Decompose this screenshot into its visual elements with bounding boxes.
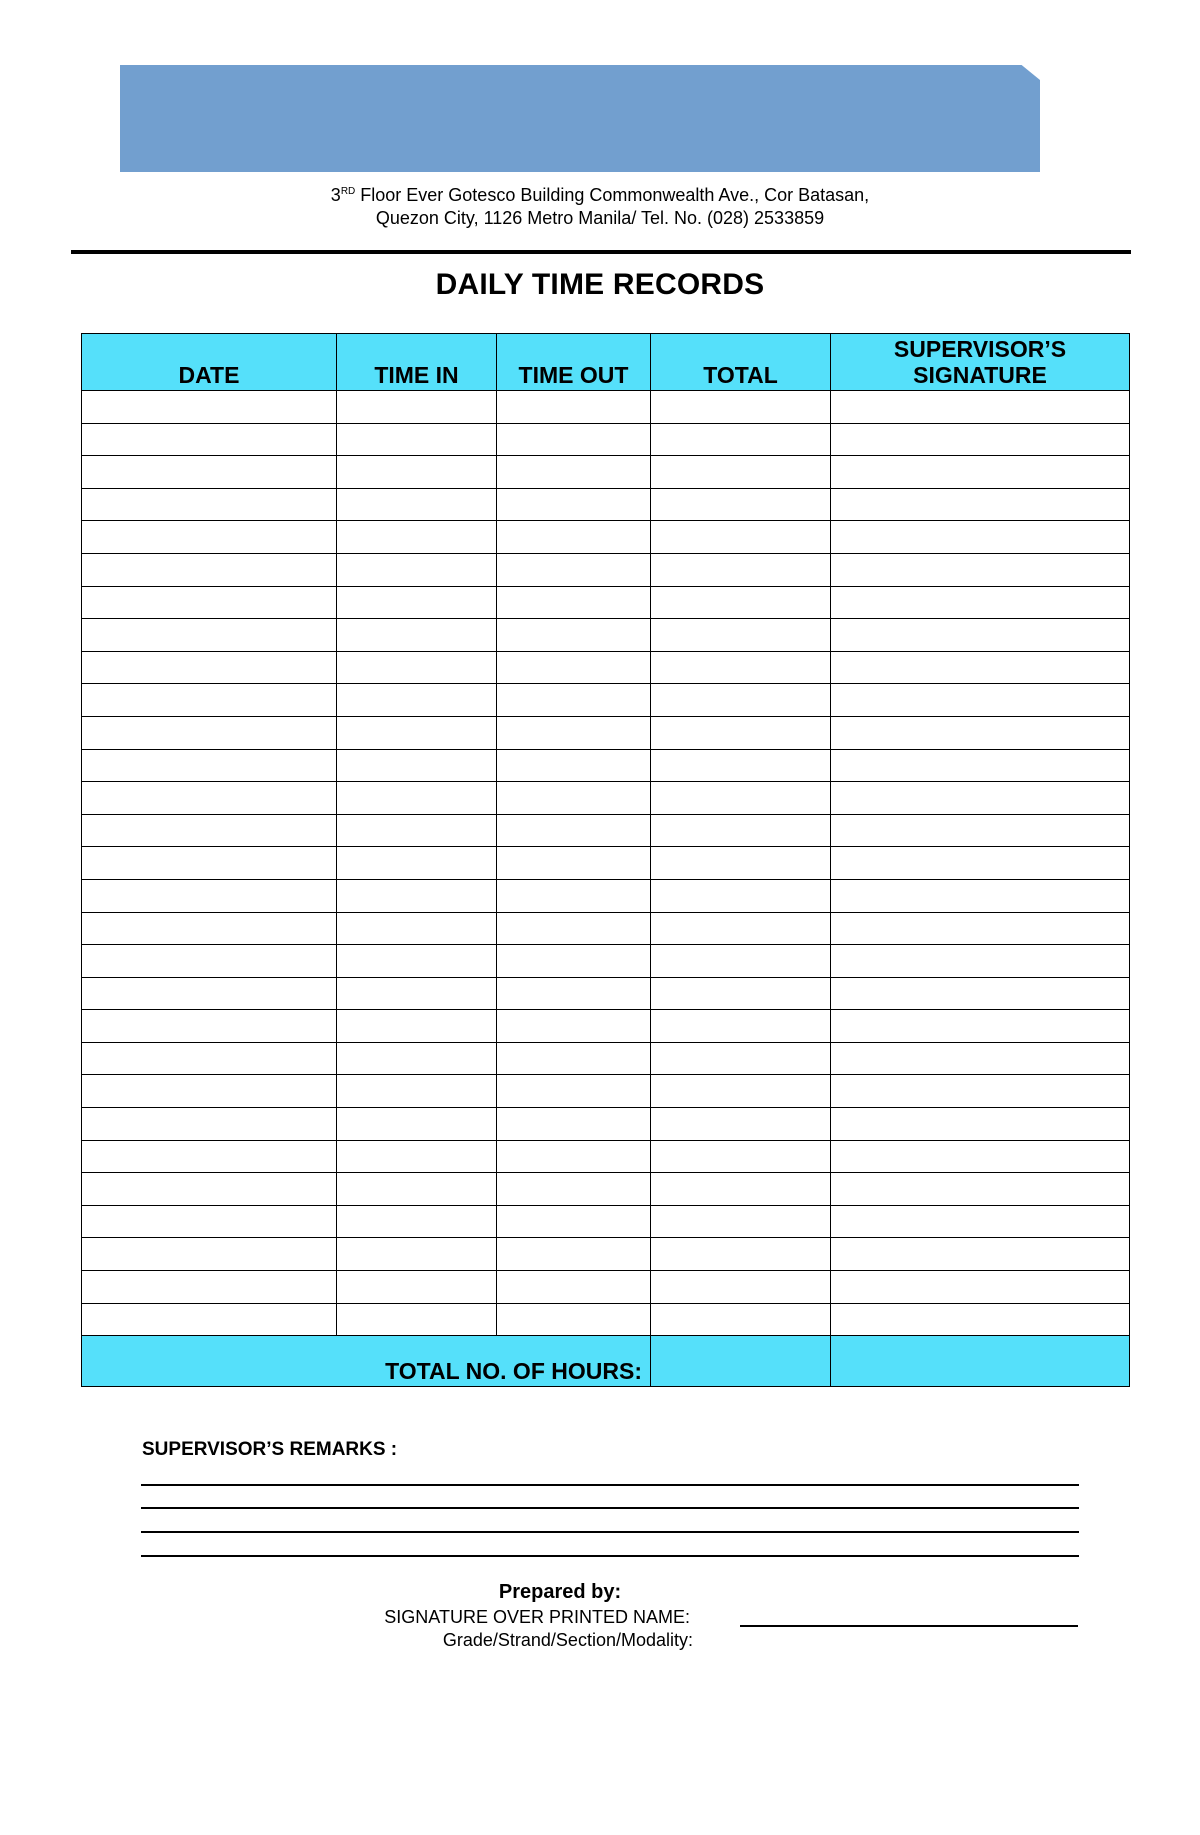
header-divider xyxy=(71,250,1131,254)
supervisor-signature-cell[interactable] xyxy=(831,586,1130,619)
total-cell[interactable] xyxy=(651,586,831,619)
time-out-cell[interactable] xyxy=(497,716,651,749)
column-header-supervisor-signature: SUPERVISOR’S SIGNATURE xyxy=(831,334,1130,391)
time-in-cell[interactable] xyxy=(337,1205,497,1238)
supervisor-signature-cell[interactable] xyxy=(831,423,1130,456)
date-cell[interactable] xyxy=(82,847,337,880)
table-row xyxy=(82,619,1130,652)
date-cell[interactable] xyxy=(82,1140,337,1173)
time-out-cell[interactable] xyxy=(497,977,651,1010)
remarks-line[interactable] xyxy=(141,1484,1079,1486)
table-row xyxy=(82,847,1130,880)
time-in-cell[interactable] xyxy=(337,423,497,456)
total-cell[interactable] xyxy=(651,814,831,847)
supervisor-signature-cell[interactable] xyxy=(831,1042,1130,1075)
supervisor-signature-cell[interactable] xyxy=(831,782,1130,815)
date-cell[interactable] xyxy=(82,651,337,684)
date-cell[interactable] xyxy=(82,945,337,978)
table-row xyxy=(82,716,1130,749)
total-cell[interactable] xyxy=(651,619,831,652)
prepared-by-label: Prepared by: xyxy=(498,1581,622,1603)
column-header-total: TOTAL xyxy=(651,334,831,391)
date-cell[interactable] xyxy=(82,586,337,619)
date-cell[interactable] xyxy=(82,456,337,489)
time-in-cell[interactable] xyxy=(337,847,497,880)
table-row xyxy=(82,456,1130,489)
time-out-cell[interactable] xyxy=(497,488,651,521)
remarks-line[interactable] xyxy=(141,1531,1079,1533)
time-in-cell[interactable] xyxy=(337,586,497,619)
supervisor-signature-cell[interactable] xyxy=(831,749,1130,782)
time-out-cell[interactable] xyxy=(497,456,651,489)
table-row xyxy=(82,977,1130,1010)
supervisor-signature-cell[interactable] xyxy=(831,912,1130,945)
table-row xyxy=(82,586,1130,619)
total-hours-row xyxy=(82,1336,1130,1387)
total-cell[interactable] xyxy=(651,847,831,880)
table-row xyxy=(82,521,1130,554)
table-row xyxy=(82,553,1130,586)
total-cell[interactable] xyxy=(651,1238,831,1271)
time-out-cell[interactable] xyxy=(497,782,651,815)
remarks-line[interactable] xyxy=(141,1507,1079,1509)
supervisor-signature-cell[interactable] xyxy=(831,716,1130,749)
total-cell[interactable] xyxy=(651,423,831,456)
time-in-cell[interactable] xyxy=(337,391,497,424)
total-cell[interactable] xyxy=(651,488,831,521)
table-row xyxy=(82,651,1130,684)
time-record-table xyxy=(81,333,1130,1387)
time-out-cell[interactable] xyxy=(497,814,651,847)
total-cell[interactable] xyxy=(651,879,831,912)
date-cell[interactable] xyxy=(82,684,337,717)
column-header-date: DATE xyxy=(82,334,337,391)
table-row xyxy=(82,749,1130,782)
time-in-cell[interactable] xyxy=(337,684,497,717)
date-cell[interactable] xyxy=(82,1173,337,1206)
supervisor-signature-cell[interactable] xyxy=(831,1303,1130,1336)
table-row xyxy=(82,1303,1130,1336)
date-cell[interactable] xyxy=(82,521,337,554)
time-in-cell[interactable] xyxy=(337,1303,497,1336)
date-cell[interactable] xyxy=(82,782,337,815)
total-hours-label: TOTAL NO. OF HOURS: xyxy=(82,1336,651,1387)
time-in-cell[interactable] xyxy=(337,619,497,652)
total-cell[interactable] xyxy=(651,651,831,684)
address-line-2: Quezon City, 1126 Metro Manila/ Tel. No. (028) 2533859 xyxy=(375,208,825,228)
supervisor-signature-cell[interactable] xyxy=(831,1140,1130,1173)
date-cell[interactable] xyxy=(82,619,337,652)
time-in-cell[interactable] xyxy=(337,1140,497,1173)
address-line-1: 3RD Floor Ever Gotesco Building Commonwealth Ave., Cor Batasan, xyxy=(330,185,870,205)
time-in-cell[interactable] xyxy=(337,749,497,782)
total-cell[interactable] xyxy=(651,1303,831,1336)
supervisor-signature-cell[interactable] xyxy=(831,619,1130,652)
signature-line[interactable] xyxy=(740,1625,1078,1627)
time-in-cell[interactable] xyxy=(337,651,497,684)
time-in-cell[interactable] xyxy=(337,456,497,489)
school-address xyxy=(0,184,1200,230)
date-cell[interactable] xyxy=(82,488,337,521)
supervisor-signature-cell[interactable] xyxy=(831,977,1130,1010)
table-row xyxy=(82,391,1130,424)
time-in-cell[interactable] xyxy=(337,1271,497,1304)
table-row xyxy=(82,945,1130,978)
date-cell[interactable] xyxy=(82,1075,337,1108)
signature-over-printed-name-label: SIGNATURE OVER PRINTED NAME: xyxy=(384,1607,690,1627)
table-row xyxy=(82,1108,1130,1141)
table-row xyxy=(82,814,1130,847)
signature-labels xyxy=(384,1606,693,1652)
date-cell[interactable] xyxy=(82,1205,337,1238)
supervisor-signature-cell[interactable] xyxy=(831,391,1130,424)
time-out-cell[interactable] xyxy=(497,521,651,554)
table-row xyxy=(82,684,1130,717)
supervisor-signature-cell[interactable] xyxy=(831,1271,1130,1304)
supervisor-signature-cell[interactable] xyxy=(831,814,1130,847)
supervisor-signature-cell[interactable] xyxy=(831,1173,1130,1206)
total-cell[interactable] xyxy=(651,1108,831,1141)
supervisor-signature-cell[interactable] xyxy=(831,521,1130,554)
total-hours-value-cell[interactable] xyxy=(651,1336,831,1387)
total-cell[interactable] xyxy=(651,977,831,1010)
supervisor-signature-cell[interactable] xyxy=(831,879,1130,912)
time-in-cell[interactable] xyxy=(337,977,497,1010)
time-out-cell[interactable] xyxy=(497,1205,651,1238)
document-title: DAILY TIME RECORDS xyxy=(435,268,765,301)
time-in-cell[interactable] xyxy=(337,1010,497,1043)
time-in-cell[interactable] xyxy=(337,782,497,815)
time-in-cell[interactable] xyxy=(337,1238,497,1271)
time-out-cell[interactable] xyxy=(497,586,651,619)
total-cell[interactable] xyxy=(651,456,831,489)
time-in-cell[interactable] xyxy=(337,488,497,521)
supervisor-signature-cell[interactable] xyxy=(831,456,1130,489)
date-cell[interactable] xyxy=(82,977,337,1010)
total-cell[interactable] xyxy=(651,912,831,945)
time-out-cell[interactable] xyxy=(497,1238,651,1271)
supervisor-remarks-label: SUPERVISOR’S REMARKS : xyxy=(142,1439,398,1460)
supervisor-signature-cell[interactable] xyxy=(831,553,1130,586)
date-cell[interactable] xyxy=(82,1271,337,1304)
total-cell[interactable] xyxy=(651,1271,831,1304)
column-header-time-in: TIME IN xyxy=(337,334,497,391)
time-out-cell[interactable] xyxy=(497,1303,651,1336)
supervisor-signature-cell[interactable] xyxy=(831,1010,1130,1043)
total-cell[interactable] xyxy=(651,1075,831,1108)
time-in-cell[interactable] xyxy=(337,1075,497,1108)
column-header-time-out: TIME OUT xyxy=(497,334,651,391)
date-cell[interactable] xyxy=(82,1303,337,1336)
table-row xyxy=(82,1271,1130,1304)
supervisor-signature-cell[interactable] xyxy=(831,1205,1130,1238)
total-cell[interactable] xyxy=(651,1205,831,1238)
time-out-cell[interactable] xyxy=(497,749,651,782)
table-row xyxy=(82,1205,1130,1238)
table-row xyxy=(82,879,1130,912)
table-body xyxy=(82,391,1130,1336)
time-out-cell[interactable] xyxy=(497,619,651,652)
header-banner xyxy=(120,65,1040,172)
time-out-cell[interactable] xyxy=(497,912,651,945)
time-out-cell[interactable] xyxy=(497,651,651,684)
table-row xyxy=(82,1042,1130,1075)
supervisor-signature-cell[interactable] xyxy=(831,1075,1130,1108)
date-cell[interactable] xyxy=(82,423,337,456)
total-cell[interactable] xyxy=(651,684,831,717)
time-out-cell[interactable] xyxy=(497,553,651,586)
date-cell[interactable] xyxy=(82,716,337,749)
total-cell[interactable] xyxy=(651,521,831,554)
time-in-cell[interactable] xyxy=(337,912,497,945)
time-in-cell[interactable] xyxy=(337,553,497,586)
time-out-cell[interactable] xyxy=(497,1108,651,1141)
time-out-cell[interactable] xyxy=(497,1173,651,1206)
total-hours-signature-cell[interactable] xyxy=(831,1336,1130,1387)
table-row xyxy=(82,488,1130,521)
time-out-cell[interactable] xyxy=(497,1140,651,1173)
time-out-cell[interactable] xyxy=(497,1075,651,1108)
time-in-cell[interactable] xyxy=(337,945,497,978)
time-in-cell[interactable] xyxy=(337,879,497,912)
table-header-row xyxy=(82,334,1130,391)
date-cell[interactable] xyxy=(82,553,337,586)
remarks-line[interactable] xyxy=(141,1555,1079,1557)
date-cell[interactable] xyxy=(82,879,337,912)
time-out-cell[interactable] xyxy=(497,945,651,978)
total-cell[interactable] xyxy=(651,1173,831,1206)
total-cell[interactable] xyxy=(651,782,831,815)
supervisor-signature-cell[interactable] xyxy=(831,488,1130,521)
date-cell[interactable] xyxy=(82,1010,337,1043)
time-in-cell[interactable] xyxy=(337,814,497,847)
time-out-cell[interactable] xyxy=(497,684,651,717)
time-in-cell[interactable] xyxy=(337,716,497,749)
table-row xyxy=(82,1010,1130,1043)
total-cell[interactable] xyxy=(651,391,831,424)
supervisor-signature-cell[interactable] xyxy=(831,945,1130,978)
supervisor-signature-cell[interactable] xyxy=(831,847,1130,880)
table-row xyxy=(82,1140,1130,1173)
table-row xyxy=(82,1173,1130,1206)
time-out-cell[interactable] xyxy=(497,879,651,912)
time-out-cell[interactable] xyxy=(497,423,651,456)
date-cell[interactable] xyxy=(82,1238,337,1271)
total-cell[interactable] xyxy=(651,1042,831,1075)
table-row xyxy=(82,423,1130,456)
date-cell[interactable] xyxy=(82,814,337,847)
grade-strand-section-label: Grade/Strand/Section/Modality: xyxy=(442,1630,693,1650)
time-out-cell[interactable] xyxy=(497,1010,651,1043)
date-cell[interactable] xyxy=(82,1042,337,1075)
date-cell[interactable] xyxy=(82,912,337,945)
time-in-cell[interactable] xyxy=(337,1042,497,1075)
total-cell[interactable] xyxy=(651,716,831,749)
total-cell[interactable] xyxy=(651,1140,831,1173)
date-cell[interactable] xyxy=(82,749,337,782)
time-out-cell[interactable] xyxy=(497,391,651,424)
supervisor-signature-cell[interactable] xyxy=(831,1108,1130,1141)
total-cell[interactable] xyxy=(651,945,831,978)
time-out-cell[interactable] xyxy=(497,1271,651,1304)
date-cell[interactable] xyxy=(82,391,337,424)
table-row xyxy=(82,1238,1130,1271)
time-in-cell[interactable] xyxy=(337,1108,497,1141)
table-row xyxy=(82,1075,1130,1108)
total-cell[interactable] xyxy=(651,1010,831,1043)
time-out-cell[interactable] xyxy=(497,1042,651,1075)
date-cell[interactable] xyxy=(82,1108,337,1141)
table-row xyxy=(82,912,1130,945)
total-cell[interactable] xyxy=(651,749,831,782)
time-in-cell[interactable] xyxy=(337,1173,497,1206)
total-cell[interactable] xyxy=(651,553,831,586)
time-out-cell[interactable] xyxy=(497,847,651,880)
time-in-cell[interactable] xyxy=(337,521,497,554)
supervisor-signature-cell[interactable] xyxy=(831,651,1130,684)
supervisor-signature-cell[interactable] xyxy=(831,684,1130,717)
table-row xyxy=(82,782,1130,815)
supervisor-signature-cell[interactable] xyxy=(831,1238,1130,1271)
